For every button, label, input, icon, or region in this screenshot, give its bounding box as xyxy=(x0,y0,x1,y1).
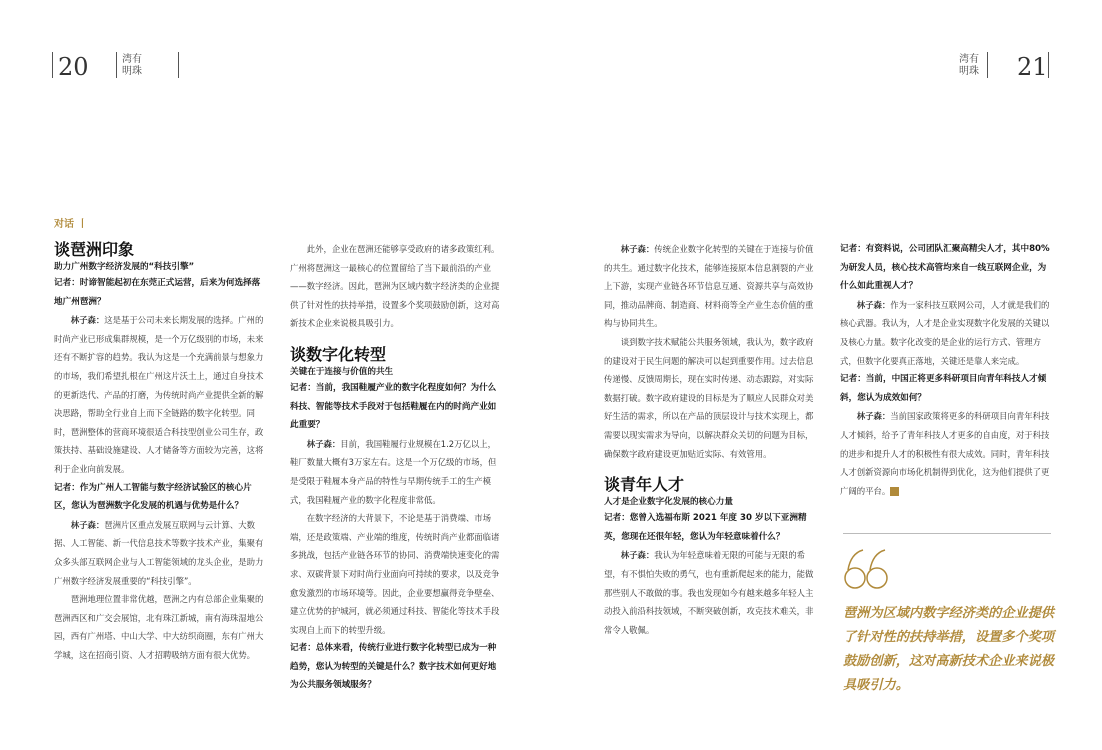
answer: 林子森：作为一家科技互联网公司，人才就是我们的核心武器。我认为，人才是企业实现数字化发展的关键以及核心力量。数字化改变的是企业的运行方式、管理方式，但数字化要真正落地，关键还是靠人来完成。 xyxy=(840,299,1050,366)
question: 记者：作为广州人工智能与数字经济试验区的核心片区，您认为琶洲数字化发展的机遇与优势是什么？ xyxy=(54,482,252,512)
answer-paragraph: 此外，企业在琶洲还能够享受政府的诸多政策红利。广州将琶洲这一最核心的位置留给了当下最前沿的产业——数字经济。因此，琶洲为区域内数字经济类的企业提供了针对性的扶持举措，设置多个奖项鼓励创新，这对高新技术企业来说极具吸引力。 xyxy=(290,244,500,329)
page-number-right: 21 xyxy=(1017,53,1048,81)
section-title: 谈青年人才 xyxy=(604,475,685,495)
answer: 林子森：目前，我国鞋履行业规模在1.2万亿以上，鞋厂数量大概有3万家左右。这是一个万亿级的市场，但是受限于鞋履本身产品的特性与早期传统手工的生产模式，我国鞋履产业的数字化程度非常低。 xyxy=(290,438,497,505)
question: 记者：当前，中国正将更多科研项目向青年科技人才倾斜，您认为成效如何？ xyxy=(840,374,1047,403)
answer: 林子森：这是基于公司未来长期发展的选择。广州的时尚产业已形成集群规模，是一个万亿级别的市场，未来还有不断扩容的趋势。我认为这是一个充满前景与想象力的市场，我们希望扎根在广州这片沃土上，通过自身技术的更新迭代、产品的打磨，为传统时尚产业提供全新的解决思路，帮助全行业自上而下全链路的数字化转型。同时，琶洲整体的营商环境很适合科技型创业公司生存，政策扶持、基础设施建设、人才储备等方面较为完善，这将利于企业向前发展。 xyxy=(54,315,264,474)
question: 记者：总体来看，传统行业进行数字化转型已成为一种趋势，您认为转型的关键是什么？数字技术如何更好地为公共服务领域服务？ xyxy=(290,643,497,691)
header-divider xyxy=(987,52,988,78)
quote-icon xyxy=(843,546,889,592)
column-1 xyxy=(54,240,264,664)
pull-quote: 琶洲为区域内数字经济类的企业提供了针对性的扶持举措，设置多个奖项鼓励创新，这对高新技术企业来说极具吸引力。 xyxy=(843,606,1054,693)
answer-paragraph: 谈到数字技术赋能公共服务领域，我认为，数字政府的建设对于民生问题的解决可以起到重要作用。过去信息传递慢、反馈周期长，现在实时传递、动态跟踪，对实际数据打破。数字政府建设的目标是为了顺应人民群众对美好生活的需求，所以在产品的顶层设计与技术实现上，都需要以现实需求为导向，以解决群众关切的问题为目标，确保数字政府建设更加贴近实际、有效管用。 xyxy=(604,336,814,459)
section-subtitle: 助力广州数字经济发展的“科技引擎” xyxy=(54,262,195,272)
question: 记者：您曾入选福布斯 2021 年度 30 岁以下亚洲精英，您现在还很年轻，您认为年轻意味着什么？ xyxy=(604,513,807,542)
answer-paragraph: 琶洲地理位置非常优越，琶洲之内有总部企业集聚的琶洲西区和广交会展馆，北有珠江新城，南有海珠湿地公园，西有广州塔、中山大学、中大纺织商圈，东有广州大学城，这在招商引资、人才招聘吸纳方面有很大优势。 xyxy=(54,594,264,660)
section-title: 谈数字化转型 xyxy=(290,344,387,364)
question: 记者：时谛智能起初在东莞正式运营，后来为何选择落地广州琶洲？ xyxy=(54,278,261,307)
question: 记者：有资料说，公司团队汇聚高精尖人才，其中80%为研发人员，核心技术高管均来自一线互联网企业，为什么如此重视人才？ xyxy=(840,244,1050,292)
magazine-mark-right: 湾有 明珠 xyxy=(959,54,979,77)
answer: 林子森：当前国家政策将更多的科研项目向青年科技人才倾斜，给予了青年科技人才更多的自由度，对于科技的进步和提升人才的积极性有很大成效。同时，青年科技人才创新资源向市场化机制得到优化，这为他们提供了更广阔的平台。 ■ xyxy=(840,411,1050,496)
page-number-left: 20 xyxy=(58,53,89,81)
magazine-mark-left: 湾有 明珠 xyxy=(122,54,142,77)
question: 记者：当前，我国鞋履产业的数字化程度如何？为什么科技、智能等技术手段对于包括鞋履在内的时尚产业如此重要？ xyxy=(290,382,497,431)
section-subtitle: 人才是企业数字化发展的核心力量 xyxy=(604,497,733,508)
answer: 林子森：我认为年轻意味着无限的可能与无限的希望，有不惧怕失败的勇气，也有重新爬起来的能力，能做那些别人不敢做的事。我也发现如今有越来越多年轻人主动投入前沿科技领域，不断突破创新，攻克技术难关，非常令人敬佩。 xyxy=(604,550,814,635)
column-4 xyxy=(840,240,1052,500)
header-divider xyxy=(116,52,117,78)
column-2 xyxy=(290,240,500,695)
pull-quote-divider xyxy=(843,533,1051,534)
answer: 林子森：琶洲片区重点发展互联网与云计算、大数据、人工智能、新一代信息技术等数字技术产业，集聚有众多头部互联网企业与人工智能领域的龙头企业，是助力广州数字经济发展重要的“科技引擎”。 xyxy=(54,519,264,586)
section-subtitle: 关键在于连接与价值的共生 xyxy=(290,366,394,377)
answer-paragraph: 在数字经济的大背景下，不论是基于消费端、市场端，还是政策端、产业端的维度，传统时尚产业都面临诸多挑战，包括产业链各环节的协同、消费端快速变化的需求、双碳背景下对时尚行业面向可持续的要求，以及竞争愈发激烈的市场环境等。因此，企业要想赢得竞争壁垒、建立优势的护城河，就必须通过科技、智能化等技术手段实现自上而下的转型升级。 xyxy=(290,513,500,635)
section-tag: 对话 丨 xyxy=(54,219,88,230)
section-title: 谈琶洲印象 xyxy=(54,240,135,259)
header-divider xyxy=(52,52,53,78)
answer: 林子森：传统企业数字化转型的关键在于连接与价值的共生。通过数字化技术，能够连接原本信息割裂的产业上下游，实现产业链各环节信息互通、资源共享与高效协同，推动品牌商、制造商、材料商等全产业生态价值的重构与协同共生。 xyxy=(604,244,814,329)
end-mark-icon: ■ xyxy=(890,487,899,496)
column-3 xyxy=(604,240,816,639)
header-divider xyxy=(1048,52,1049,78)
header-divider xyxy=(178,52,179,78)
